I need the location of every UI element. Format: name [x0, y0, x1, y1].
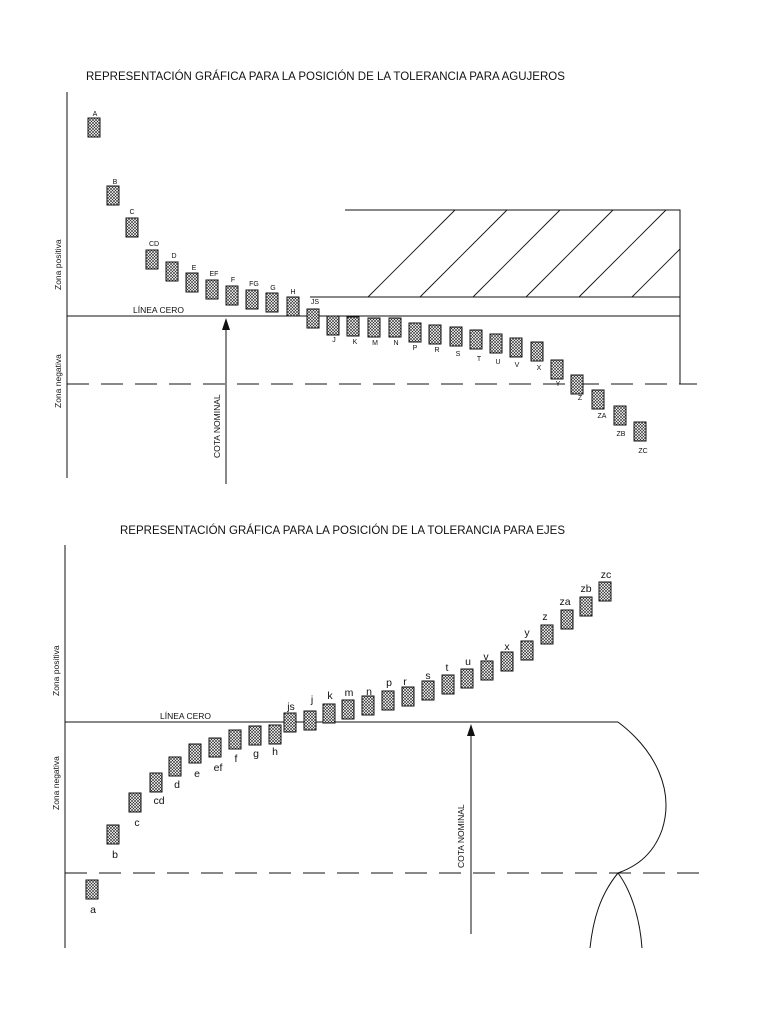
- holes-band-label-a: A: [92, 111, 98, 118]
- holes-title: REPRESENTACIÓN GRÁFICA PARA LA POSICIÓN DE LA TOLERANCIA PARA AGUJEROS: [86, 71, 565, 83]
- holes-band-label-v: V: [514, 362, 520, 369]
- holes-bands: [88, 111, 648, 455]
- shafts-band-j: [304, 711, 316, 730]
- holes-band-label-cd: CD: [148, 241, 160, 248]
- holes-band-y: [551, 360, 563, 379]
- shafts-band-h: [269, 725, 281, 744]
- shafts-band-label-u: u: [465, 656, 471, 668]
- shafts-band-g: [249, 726, 261, 745]
- shafts-band-js: [284, 713, 296, 732]
- shafts-band-label-k: k: [327, 690, 333, 702]
- shafts-band-label-a: a: [90, 904, 96, 916]
- holes-band-g: [266, 293, 278, 312]
- shafts-band-label-m: m: [344, 687, 354, 699]
- shafts-band-label-cd: cd: [153, 795, 165, 807]
- holes-nominal-label: COTA NOMINAL: [212, 394, 222, 458]
- holes-band-label-g: G: [270, 285, 276, 292]
- holes-diagram: [53, 70, 697, 484]
- holes-band-label-t: T: [476, 356, 482, 363]
- shafts-band-label-b: b: [112, 849, 118, 861]
- shafts-band-label-r: r: [403, 676, 407, 688]
- holes-band-label-y: Y: [555, 381, 561, 388]
- holes-band-s: [450, 327, 462, 346]
- holes-band-label-j: J: [332, 337, 336, 344]
- shafts-band-label-js: js: [287, 701, 295, 713]
- holes-band-label-zc: ZC: [638, 448, 648, 455]
- holes-band-label-b: B: [112, 179, 118, 186]
- holes-band-label-c: C: [129, 209, 135, 216]
- shafts-band-label-z: z: [542, 611, 548, 623]
- shafts-band-m: [342, 700, 354, 719]
- holes-band-label-k: K: [352, 339, 358, 346]
- shafts-band-label-n: n: [366, 686, 372, 698]
- holes-band-p: [409, 323, 421, 342]
- holes-zone-negative-label: Zona negativa: [53, 354, 63, 408]
- shafts-band-label-y: y: [524, 627, 530, 639]
- shafts-title: REPRESENTACIÓN GRÁFICA PARA LA POSICIÓN DE LA TOLERANCIA PARA EJES: [120, 525, 566, 537]
- holes-band-label-za: ZA: [597, 413, 607, 420]
- holes-band-fg: [246, 290, 258, 309]
- shafts-band-za: [561, 610, 573, 629]
- holes-band-label-f: F: [230, 277, 236, 284]
- shafts-band-t: [442, 675, 454, 694]
- shafts-zone-negative-label: Zona negativa: [51, 756, 61, 810]
- shafts-nominal-label: COTA NOMINAL: [456, 804, 466, 868]
- holes-band-d: [166, 262, 178, 281]
- holes-band-c: [126, 218, 138, 237]
- shafts-outline-curve: [590, 722, 666, 948]
- holes-band-z: [571, 375, 583, 394]
- holes-band-label-s: S: [455, 351, 461, 358]
- holes-band-label-js: JS: [310, 299, 320, 306]
- holes-band-zc: [634, 422, 646, 441]
- holes-band-e: [186, 273, 198, 292]
- holes-band-label-e: E: [191, 265, 197, 272]
- shafts-band-k: [323, 704, 335, 723]
- holes-band-f: [226, 286, 238, 305]
- shafts-band-label-za: za: [559, 596, 571, 608]
- shafts-band-label-p: p: [386, 677, 392, 689]
- holes-band-label-zb: ZB: [616, 431, 626, 438]
- holes-band-r: [429, 325, 441, 344]
- shafts-band-a: [86, 880, 98, 899]
- holes-band-a: [88, 118, 100, 137]
- shafts-band-label-zc: zc: [600, 569, 612, 581]
- shafts-band-v: [481, 661, 493, 680]
- holes-zero-line-label: LÍNEA CERO: [133, 305, 185, 315]
- shafts-band-r: [402, 687, 414, 706]
- shafts-band-label-s: s: [425, 670, 431, 682]
- holes-band-v: [510, 338, 522, 357]
- shafts-nominal-arrowhead: [467, 724, 475, 736]
- holes-band-cd: [146, 250, 158, 269]
- shafts-band-cd: [150, 773, 162, 792]
- shafts-band-y: [521, 641, 533, 660]
- shafts-band-p: [382, 691, 394, 710]
- holes-band-za: [592, 390, 604, 409]
- holes-band-label-x: X: [536, 365, 542, 372]
- holes-band-j: [327, 316, 339, 335]
- shafts-band-z: [541, 625, 553, 644]
- shafts-band-u: [461, 669, 473, 688]
- shafts-band-f: [229, 730, 241, 749]
- holes-band-n: [389, 318, 401, 337]
- holes-band-x: [531, 342, 543, 361]
- shafts-band-label-v: v: [483, 651, 489, 663]
- shafts-bands: [86, 569, 611, 916]
- shafts-band-zc: [599, 582, 611, 601]
- holes-band-label-ef: EF: [209, 271, 219, 278]
- shafts-band-label-ef: ef: [213, 762, 223, 774]
- shafts-band-zb: [580, 597, 592, 616]
- holes-band-k: [347, 317, 359, 336]
- shafts-band-d: [169, 757, 181, 776]
- shafts-zone-positive-label: Zona positiva: [51, 645, 61, 696]
- shafts-band-label-zb: zb: [580, 583, 592, 595]
- shafts-band-x: [501, 652, 513, 671]
- holes-band-m: [368, 318, 380, 337]
- holes-hatched-region: [310, 210, 680, 384]
- shafts-band-label-h: h: [272, 746, 278, 758]
- shafts-band-label-x: x: [504, 641, 510, 653]
- holes-zone-positive-label: Zona positiva: [53, 239, 63, 290]
- holes-band-label-d: D: [171, 253, 177, 260]
- holes-band-t: [470, 330, 482, 349]
- shafts-outline-curve-lower: [618, 873, 642, 948]
- shafts-diagram: [51, 524, 700, 948]
- holes-band-label-r: R: [434, 347, 440, 354]
- shafts-band-e: [189, 744, 201, 763]
- holes-band-ef: [206, 280, 218, 299]
- holes-band-label-n: N: [393, 340, 399, 347]
- shafts-band-label-t: t: [445, 662, 449, 674]
- holes-band-label-u: U: [495, 359, 501, 366]
- shafts-band-ef: [209, 738, 221, 757]
- shafts-band-label-e: e: [194, 768, 200, 780]
- shafts-band-label-d: d: [174, 779, 180, 791]
- holes-band-label-z: Z: [577, 395, 583, 402]
- holes-band-h: [287, 297, 299, 316]
- shafts-band-label-g: g: [253, 748, 259, 760]
- holes-band-label-fg: FG: [249, 281, 259, 288]
- shafts-band-label-j: j: [310, 694, 314, 706]
- holes-band-zb: [614, 406, 626, 425]
- shafts-band-s: [422, 681, 434, 700]
- holes-band-js: [307, 309, 319, 328]
- holes-band-label-p: P: [412, 345, 418, 352]
- holes-band-label-m: M: [372, 340, 378, 347]
- shafts-band-c: [129, 793, 141, 812]
- holes-nominal-arrowhead: [222, 318, 230, 330]
- shafts-band-n: [362, 696, 374, 715]
- shafts-zero-line-label: LÍNEA CERO: [160, 711, 212, 721]
- shafts-band-b: [107, 825, 119, 844]
- holes-band-b: [107, 186, 119, 205]
- shafts-band-label-f: f: [234, 753, 238, 765]
- holes-band-label-h: H: [290, 289, 296, 296]
- holes-band-u: [490, 334, 502, 353]
- shafts-band-label-c: c: [134, 817, 140, 829]
